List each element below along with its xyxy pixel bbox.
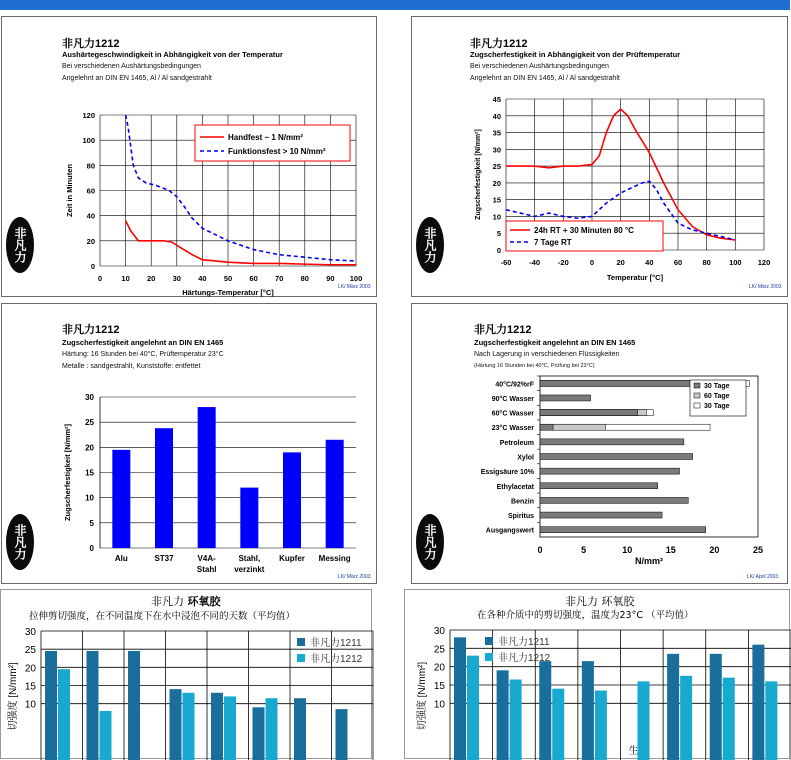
y-axis-label: Zeit in Minuten [65, 164, 74, 217]
x-tick-label: 80 [301, 274, 309, 283]
legend-label: Handfest ~ 1 N/mm² [228, 133, 303, 142]
bar [540, 512, 662, 518]
y-tick-label: 30 [25, 627, 37, 638]
bar [87, 651, 99, 760]
y-tick-label: 5 [90, 519, 95, 528]
y-tick-label: 25 [434, 644, 446, 655]
y-tick-label: 10 [434, 699, 446, 710]
y-axis-label: Zugscherfestigkeit [N/mm²] [475, 129, 482, 220]
x-tick-label: 50 [224, 274, 232, 283]
x-tick-label: 70 [275, 274, 283, 283]
bar [454, 637, 466, 760]
panel-footer: LK/ März 2003 [749, 284, 782, 290]
bar [467, 656, 479, 760]
x-tick-label: 100 [350, 274, 363, 283]
y-tick-label: 23°C Wasser [492, 424, 535, 432]
panel-subtitle: Aushärtegeschwindigkeit in Abhängigkeit von der Temperatur [62, 50, 283, 59]
y-tick-label: 5 [497, 229, 501, 238]
y-tick-label: 0 [497, 246, 501, 255]
bar [680, 676, 692, 760]
x-tick-label: Alu [115, 554, 128, 563]
bar [540, 527, 706, 533]
bar [112, 450, 130, 548]
x-tick-label: 100 [729, 258, 742, 267]
x-tick-label: 120 [758, 258, 771, 267]
brand-logo: 非凡力 [416, 217, 444, 273]
bar [540, 410, 638, 416]
x-tick-label: -40 [529, 258, 540, 267]
brand-logo: 非凡力 [416, 514, 444, 570]
x-tick-label: 20 [709, 545, 719, 555]
y-tick-label: 0 [91, 262, 95, 271]
panel-footer: LK/ April 2003 [747, 574, 778, 580]
legend-label: 非凡力1211 [498, 635, 550, 648]
y-tick-label: 25 [25, 645, 37, 656]
legend-label: 7 Tage RT [534, 238, 572, 247]
y-tick-label: 15 [434, 681, 446, 692]
x-tick-label: 80 [702, 258, 710, 267]
bar [540, 497, 688, 503]
y-tick-label: 90°C Wasser [492, 395, 535, 403]
bar [294, 698, 306, 760]
y-tick-label: 20 [85, 443, 94, 452]
panel-note: Metalle : sandgestrahlt, Kunststoffe: entfettet [62, 363, 200, 370]
chart-panel-media-strength [411, 303, 788, 584]
panel-title-brand: 非凡力 [151, 595, 184, 608]
panel-note: Bei verschiedenen Aushärtungsbedingungen [470, 63, 609, 70]
panel-subtitle: Zugscherfestigkeit angelehnt an DIN EN 1465 [62, 338, 223, 347]
y-tick-label: 40°C/92%rF [495, 380, 534, 388]
x-tick-label: -20 [558, 258, 569, 267]
y-tick-label: 45 [493, 95, 501, 104]
y-tick-label: Benzin [511, 498, 534, 505]
bar [539, 661, 551, 760]
y-tick-label: 20 [87, 237, 95, 246]
bar [638, 681, 650, 760]
bar [497, 670, 509, 760]
line-chart-cure-speed [2, 17, 378, 298]
x-tick-label: -60 [501, 258, 512, 267]
bar [336, 709, 348, 760]
top-accent-bar [0, 0, 790, 10]
x-tick-label: 90 [326, 274, 334, 283]
y-tick-label: 15 [25, 682, 37, 693]
y-tick-label: Essigsäure 10% [481, 469, 535, 476]
legend-label: 60 Tage [704, 393, 730, 400]
y-tick-label: Spiritus [508, 513, 534, 520]
y-tick-label: 100 [82, 136, 95, 145]
bar [170, 689, 182, 760]
legend-label: 非凡力1211 [310, 636, 362, 649]
panel-note: (Härtung 16 Stunden bei 40°C, Prüfung bei 23°C) [474, 363, 595, 369]
y-axis-label: Zugscherfestigkeit [N/mm²] [63, 423, 72, 521]
panel-subtitle: Zugscherfestigkeit angelehnt an DIN EN 1465 [474, 338, 635, 347]
bar [283, 452, 301, 548]
panel-note: Härtung: 16 Stunden bei 40°C, Prüftemperatur 23°C [62, 351, 224, 358]
panel-title: 非凡力1212 [62, 321, 119, 337]
bar [582, 661, 594, 760]
legend-swatch [694, 403, 700, 408]
series-line [126, 221, 356, 265]
y-axis-label: 切强度 [N/mm²] [6, 662, 19, 731]
y-tick-label: 35 [493, 129, 501, 138]
x-tick-label: 60 [674, 258, 682, 267]
bar [326, 440, 344, 548]
bar [667, 654, 679, 760]
x-tick-label: 60 [249, 274, 257, 283]
y-tick-label: 25 [85, 418, 94, 427]
bar [155, 428, 173, 548]
bar [128, 651, 140, 760]
legend-swatch [485, 637, 493, 645]
y-tick-label: 30 [434, 626, 446, 637]
chart-panel-media-shear [404, 589, 790, 759]
y-tick-label: 20 [25, 663, 37, 674]
bar-chart-water-immersion [1, 590, 373, 760]
bar [723, 678, 735, 760]
brand-logo: 非凡力 [6, 514, 34, 570]
bar [552, 689, 564, 760]
x-tick-label: 40 [645, 258, 653, 267]
y-tick-label: 60°C Wasser [492, 410, 535, 418]
bar [253, 707, 265, 760]
chart-panel-water-immersion [0, 589, 372, 759]
panel-title-product: 环氧胶 [188, 595, 221, 608]
bar [540, 454, 693, 460]
x-tick-label: 40 [198, 274, 206, 283]
x-tick-label: Messing [319, 554, 351, 563]
y-tick-label: 10 [25, 700, 37, 711]
y-tick-label: 20 [434, 663, 446, 674]
bar [710, 654, 722, 760]
y-tick-label: 15 [493, 196, 501, 205]
bar [765, 681, 777, 760]
bar [266, 698, 278, 760]
x-tick-label: 20 [147, 274, 155, 283]
x-tick-label: 10 [622, 545, 632, 555]
legend-swatch [297, 638, 305, 646]
x-tick-label: 15 [666, 545, 676, 555]
legend-swatch [485, 653, 493, 661]
bar [45, 651, 57, 760]
hbar-chart-media-strength [412, 304, 789, 585]
x-axis-label: N/mm² [635, 556, 663, 566]
y-axis-label: 切强度 [N/mm²] [415, 662, 428, 731]
panel-title: 非凡力 环氧胶 [565, 593, 635, 609]
x-tick-label: 20 [616, 258, 624, 267]
bar [240, 488, 258, 548]
panel-note: Nach Lagerung in verschiedenen Flüssigkeiten [474, 351, 620, 358]
bar [198, 407, 216, 548]
y-tick-label: 25 [493, 162, 501, 171]
y-tick-label: 10 [493, 212, 501, 221]
bar [540, 424, 553, 430]
bar [224, 696, 236, 760]
bar-chart-substrate-strength [2, 304, 378, 585]
brand-logo: 非凡力 [6, 217, 34, 273]
y-tick-label: 20 [493, 179, 501, 188]
x-tick-label: verzinkt [234, 565, 265, 574]
y-tick-label: Ethylacetat [497, 484, 535, 491]
x-tick-label: 10 [121, 274, 129, 283]
panel-subtitle: Zugscherfestigkeit in Abhängigkeit von der Prüftemperatur [470, 50, 680, 59]
panel-note: Angelehnt an DIN EN 1465, Al / Al sandgestrahlt [470, 75, 620, 82]
line-chart-temp-strength [412, 17, 789, 298]
bar [211, 693, 223, 760]
panel-title: 非凡力1212 [474, 321, 531, 337]
y-tick-label: 10 [85, 494, 94, 503]
chart-panel-cure-speed [1, 16, 377, 297]
x-axis-label: Temperatur [°C] [607, 273, 664, 282]
x-tick-label: 0 [590, 258, 594, 267]
bar [540, 468, 680, 474]
bar [183, 693, 195, 760]
legend-swatch [694, 383, 700, 388]
stray-label: 生 [629, 744, 639, 757]
x-tick-label: Stahl, [238, 554, 260, 563]
y-tick-label: 40 [87, 212, 95, 221]
panel-note: Angelehnt an DIN EN 1465, Al / Al sandgestrahlt [62, 75, 212, 82]
y-tick-label: 40 [493, 112, 501, 121]
x-tick-label: Stahl [197, 565, 217, 574]
panel-footer: LK/ März 2003 [338, 574, 371, 580]
bar [540, 483, 658, 489]
bar [595, 691, 607, 760]
bar [540, 439, 684, 445]
x-tick-label: 0 [537, 545, 542, 555]
y-tick-label: 30 [85, 393, 94, 402]
x-tick-label: 0 [98, 274, 102, 283]
panel-title: 非凡力1212 [62, 35, 119, 51]
legend-swatch [694, 393, 700, 398]
panel-note: Bei verschiedenen Aushärtungsbedingungen [62, 63, 201, 70]
x-tick-label: 30 [173, 274, 181, 283]
bar [510, 680, 522, 760]
y-tick-label: 0 [90, 544, 95, 553]
legend-label: Funktionsfest > 10 N/mm² [228, 147, 326, 156]
chart-panel-temp-strength [411, 16, 788, 297]
bar [540, 395, 591, 401]
legend-label: 非凡力1212 [310, 652, 363, 665]
x-tick-label: ST37 [154, 554, 174, 563]
legend-label: 30 Tage [704, 383, 730, 390]
y-tick-label: 80 [87, 161, 95, 170]
legend-label: 24h RT + 30 Minuten 80 °C [534, 226, 634, 235]
x-tick-label: V4A- [198, 554, 217, 563]
bar-chart-media-shear [405, 590, 791, 760]
bar [100, 711, 112, 760]
y-tick-label: 30 [493, 145, 501, 154]
bar [752, 645, 764, 760]
x-tick-label: 5 [581, 545, 586, 555]
y-tick-label: 60 [87, 187, 95, 196]
chart-panel-substrate-strength [1, 303, 377, 584]
y-tick-label: Ausgangswert [486, 528, 535, 535]
x-axis-label: Härtungs-Temperatur [°C] [182, 288, 274, 297]
y-tick-label: 15 [85, 469, 94, 478]
x-tick-label: Kupfer [279, 554, 305, 563]
panel-footer: LK/ März 2003 [338, 284, 371, 290]
legend-label: 非凡力1212 [498, 651, 551, 664]
x-tick-label: 25 [753, 545, 763, 555]
legend-label: 30 Tage [704, 403, 730, 410]
y-tick-label: 120 [82, 111, 95, 120]
y-tick-label: Petroleum [500, 440, 534, 447]
panel-subtitle: 拉伸剪切强度，在不同温度下在水中浸泡不同的天数（平均值） [29, 608, 295, 622]
panel-title: 非凡力1212 [470, 35, 527, 51]
panel-subtitle: 在各种介质中的剪切强度，温度为23°C （平均值） [477, 607, 694, 621]
y-tick-label: Xylol [517, 455, 534, 462]
bar [58, 669, 70, 760]
legend-swatch [297, 654, 305, 662]
